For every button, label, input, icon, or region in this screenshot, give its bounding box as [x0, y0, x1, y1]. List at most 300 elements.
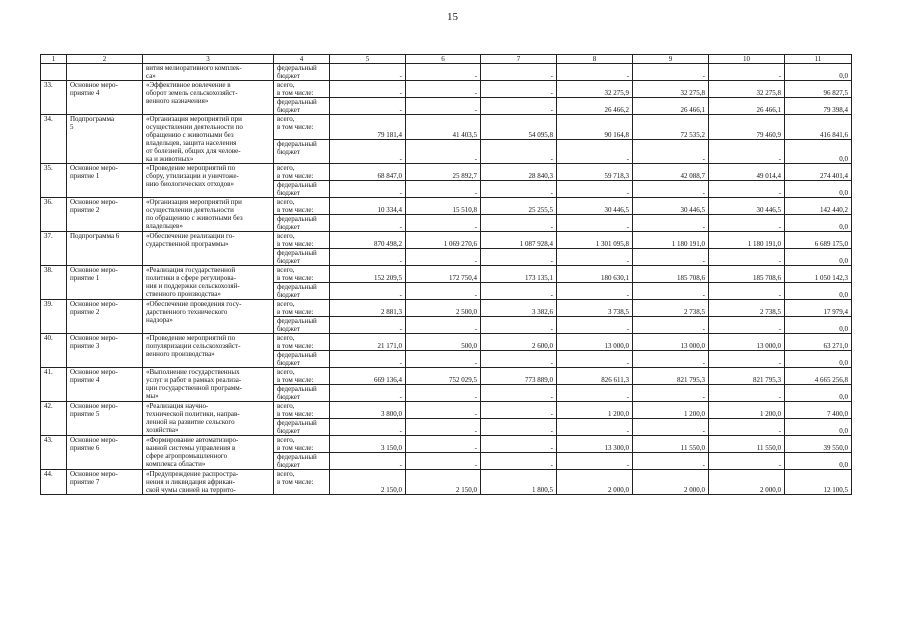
- total-value-cell: 416 841,6: [785, 115, 852, 140]
- row-name: «Выполнение государственных услуг и работ в рамках реализа- ции государственной программ- мы»: [146, 368, 243, 400]
- year-value-cell: 42 088,7: [633, 164, 709, 181]
- year-value-cell: -: [557, 419, 633, 436]
- year-value-cell: 1 800,5: [481, 470, 557, 495]
- funding-source: всего, в том числе:: [277, 470, 314, 486]
- row-name-cell: [143, 266, 274, 300]
- row-name: «Обеспечение реализации го- сударственной программы»: [146, 232, 235, 248]
- column-number-header: 8: [557, 55, 633, 64]
- funding-source-cell: [274, 368, 330, 385]
- year-value-cell: 90 164,8: [557, 115, 633, 140]
- row-name: «Организация мероприятий при осуществлении деятельности по обращению с животными без владельцев, защита населения от болезней, общих для челове- ка и животных»: [146, 115, 243, 163]
- year-value-cell: 1 180 191,0: [709, 232, 785, 249]
- year-value-cell: -: [481, 317, 557, 334]
- year-value-cell: -: [406, 181, 481, 198]
- funding-source: всего, в том числе:: [277, 300, 314, 316]
- year-value-cell: -: [330, 385, 406, 402]
- funding-source-cell: [274, 139, 330, 164]
- year-value-cell: -: [481, 64, 557, 81]
- funding-source-cell: [274, 351, 330, 368]
- year-value-cell: 32 275,8: [633, 81, 709, 98]
- row-index-cell: [41, 81, 67, 115]
- year-value-cell: -: [557, 351, 633, 368]
- year-value-cell: 3 800,0: [330, 402, 406, 419]
- year-value-cell: 11 550,0: [633, 436, 709, 453]
- row-type-cell: [67, 470, 143, 495]
- funding-source: федеральный бюджет: [277, 139, 317, 156]
- column-number-header: 9: [633, 55, 709, 64]
- row-index-cell: [41, 402, 67, 436]
- table-row: [41, 334, 852, 351]
- row-index: 36.: [44, 198, 53, 206]
- row-index: 38.: [44, 266, 53, 274]
- year-value-cell: 3 738,5: [557, 300, 633, 317]
- row-index-cell: [41, 115, 67, 164]
- year-value-cell: 185 708,6: [633, 266, 709, 283]
- row-type: Основное меро- приятие 4: [70, 81, 118, 97]
- total-value-cell: 79 398,4: [785, 98, 852, 115]
- year-value-cell: 68 847,0: [330, 164, 406, 181]
- year-value-cell: -: [709, 317, 785, 334]
- row-type: Основное меро- приятие 7: [70, 470, 118, 486]
- row-name: «Эффективное вовлечение в оборот земель сельскохозяйст- венного назначения»: [146, 81, 238, 105]
- row-index: 43.: [44, 436, 53, 444]
- year-value-cell: -: [406, 139, 481, 164]
- year-value-cell: -: [330, 453, 406, 470]
- year-value-cell: 30 446,5: [633, 198, 709, 215]
- year-value-cell: 3 150,0: [330, 436, 406, 453]
- row-name-cell: [143, 470, 274, 495]
- year-value-cell: -: [330, 98, 406, 115]
- table-row: [41, 232, 852, 249]
- funding-source-cell: [274, 81, 330, 98]
- funding-source-cell: [274, 453, 330, 470]
- year-value-cell: -: [709, 351, 785, 368]
- total-value-cell: 274 401,4: [785, 164, 852, 181]
- column-number-header: 6: [406, 55, 481, 64]
- row-type-cell: [67, 81, 143, 115]
- row-index: 41.: [44, 368, 53, 376]
- year-value-cell: 2 881,3: [330, 300, 406, 317]
- year-value-cell: 28 840,3: [481, 164, 557, 181]
- total-value-cell: 4 665 256,8: [785, 368, 852, 385]
- year-value-cell: 79 460,9: [709, 115, 785, 140]
- year-value-cell: -: [406, 402, 481, 419]
- row-name: вития мелиоративного комплек- са»: [146, 64, 242, 80]
- table-row: [41, 402, 852, 419]
- funding-source: всего, в том числе:: [277, 81, 314, 97]
- year-value-cell: -: [557, 64, 633, 81]
- table-row: [41, 81, 852, 98]
- row-type: Основное меро- приятие 2: [70, 198, 118, 214]
- year-value-cell: -: [406, 215, 481, 232]
- year-value-cell: -: [481, 283, 557, 300]
- year-value-cell: -: [406, 249, 481, 266]
- year-value-cell: 2 600,0: [481, 334, 557, 351]
- year-value-cell: 173 135,1: [481, 266, 557, 283]
- row-type: Основное меро- приятие 4: [70, 368, 118, 384]
- budget-table: [40, 54, 852, 495]
- row-index: 35.: [44, 164, 53, 172]
- row-name: «Формирование автоматизиро- ванной системы управления в сфере агропромышленного комплекса области»: [146, 436, 239, 468]
- year-value-cell: 1 180 191,0: [633, 232, 709, 249]
- funding-source-cell: [274, 334, 330, 351]
- row-type-cell: [67, 368, 143, 402]
- year-value-cell: 13 000,0: [557, 334, 633, 351]
- funding-source-cell: [274, 385, 330, 402]
- year-value-cell: 1 087 928,4: [481, 232, 557, 249]
- year-value-cell: -: [406, 98, 481, 115]
- row-type: Основное меро- приятие 1: [70, 266, 118, 282]
- total-value-cell: 142 440,2: [785, 198, 852, 215]
- year-value-cell: 2 000,0: [633, 470, 709, 495]
- row-index-cell: [41, 368, 67, 402]
- year-value-cell: 152 209,5: [330, 266, 406, 283]
- row-type: Основное меро- приятие 2: [70, 300, 118, 316]
- year-value-cell: 41 403,5: [406, 115, 481, 140]
- row-type: Основное меро- приятие 1: [70, 164, 118, 180]
- table-row: [41, 300, 852, 317]
- row-name: «Реализация государственной политики в сфере регулирова- ния и поддержки сельскохозяй- ственного производства»: [146, 266, 240, 298]
- row-index-cell: [41, 198, 67, 232]
- year-value-cell: 2 738,5: [633, 300, 709, 317]
- year-value-cell: 180 630,1: [557, 266, 633, 283]
- funding-source-cell: [274, 300, 330, 317]
- year-value-cell: 49 014,4: [709, 164, 785, 181]
- year-value-cell: -: [633, 64, 709, 81]
- year-value-cell: -: [557, 139, 633, 164]
- year-value-cell: -: [709, 453, 785, 470]
- row-type: Подпрограмма 5: [70, 115, 115, 131]
- year-value-cell: -: [557, 317, 633, 334]
- year-value-cell: 15 510,8: [406, 198, 481, 215]
- year-value-cell: -: [481, 385, 557, 402]
- year-value-cell: -: [481, 419, 557, 436]
- funding-source-cell: [274, 249, 330, 266]
- year-value-cell: 826 611,3: [557, 368, 633, 385]
- year-value-cell: -: [330, 64, 406, 81]
- row-name-cell: [143, 198, 274, 232]
- funding-source: всего, в том числе:: [277, 164, 314, 180]
- row-type-cell: [67, 115, 143, 164]
- total-value-cell: 0,0: [785, 453, 852, 470]
- total-value-cell: 0,0: [785, 317, 852, 334]
- total-value-cell: 0,0: [785, 385, 852, 402]
- year-value-cell: -: [709, 249, 785, 266]
- total-value-cell: 0,0: [785, 249, 852, 266]
- total-value-cell: 0,0: [785, 181, 852, 198]
- year-value-cell: 1 200,0: [557, 402, 633, 419]
- funding-source-cell: [274, 419, 330, 436]
- funding-source: всего, в том числе:: [277, 368, 314, 384]
- header-row: [41, 55, 852, 64]
- total-value-cell: 6 689 175,0: [785, 232, 852, 249]
- funding-source: федеральный бюджет: [277, 385, 317, 401]
- year-value-cell: -: [633, 215, 709, 232]
- year-value-cell: 13 000,0: [709, 334, 785, 351]
- column-number-header: 3: [143, 55, 274, 64]
- year-value-cell: 13 000,0: [633, 334, 709, 351]
- column-number-header: 10: [709, 55, 785, 64]
- row-index-cell: [41, 300, 67, 334]
- table-row: [41, 368, 852, 385]
- year-value-cell: -: [709, 283, 785, 300]
- row-index: 40.: [44, 334, 53, 342]
- year-value-cell: 59 718,3: [557, 164, 633, 181]
- row-name: «Проведение мероприятий по популяризации сельскохозяйст- венного производства»: [146, 334, 241, 358]
- funding-source: федеральный бюджет: [277, 215, 317, 231]
- total-value-cell: 63 271,0: [785, 334, 852, 351]
- year-value-cell: -: [481, 81, 557, 98]
- funding-source: всего, в том числе:: [277, 402, 314, 418]
- funding-source-cell: [274, 402, 330, 419]
- year-value-cell: 1 301 095,8: [557, 232, 633, 249]
- row-index-cell: [41, 232, 67, 266]
- row-type-cell: [67, 266, 143, 300]
- year-value-cell: -: [481, 453, 557, 470]
- total-value-cell: 17 979,4: [785, 300, 852, 317]
- row-index: 33.: [44, 81, 53, 89]
- year-value-cell: 21 171,0: [330, 334, 406, 351]
- year-value-cell: 79 181,4: [330, 115, 406, 140]
- year-value-cell: -: [406, 419, 481, 436]
- row-name-cell: [143, 64, 274, 81]
- row-type: Подпрограмма 6: [70, 232, 120, 240]
- year-value-cell: 26 466,2: [557, 98, 633, 115]
- year-value-cell: -: [406, 283, 481, 300]
- year-value-cell: 2 738,5: [709, 300, 785, 317]
- year-value-cell: 185 708,6: [709, 266, 785, 283]
- year-value-cell: 1 200,0: [633, 402, 709, 419]
- total-value-cell: 0,0: [785, 215, 852, 232]
- year-value-cell: -: [633, 453, 709, 470]
- row-index-cell: [41, 334, 67, 368]
- funding-source-cell: [274, 232, 330, 249]
- year-value-cell: -: [481, 249, 557, 266]
- year-value-cell: 30 446,5: [557, 198, 633, 215]
- year-value-cell: 54 095,8: [481, 115, 557, 140]
- total-value-cell: 0,0: [785, 64, 852, 81]
- year-value-cell: -: [557, 385, 633, 402]
- year-value-cell: -: [709, 215, 785, 232]
- funding-source: федеральный бюджет: [277, 98, 317, 114]
- year-value-cell: -: [557, 181, 633, 198]
- row-type-cell: [67, 232, 143, 266]
- table-row: [41, 164, 852, 181]
- year-value-cell: -: [481, 402, 557, 419]
- year-value-cell: 1 200,0: [709, 402, 785, 419]
- row-index-cell: [41, 436, 67, 470]
- column-number-header: 7: [481, 55, 557, 64]
- funding-source-cell: [274, 98, 330, 115]
- year-value-cell: -: [557, 215, 633, 232]
- funding-source-cell: [274, 317, 330, 334]
- row-name-cell: [143, 368, 274, 402]
- year-value-cell: 26 466,1: [709, 98, 785, 115]
- total-value-cell: 0,0: [785, 283, 852, 300]
- year-value-cell: 25 255,5: [481, 198, 557, 215]
- year-value-cell: -: [557, 283, 633, 300]
- page-number: 15: [447, 11, 458, 23]
- funding-source: всего, в том числе:: [277, 115, 314, 131]
- row-name-cell: [143, 164, 274, 198]
- year-value-cell: -: [633, 181, 709, 198]
- table-row: [41, 64, 852, 81]
- column-number-header: 5: [330, 55, 406, 64]
- row-type-cell: [67, 436, 143, 470]
- funding-source-cell: [274, 266, 330, 283]
- row-name-cell: [143, 436, 274, 470]
- funding-source: федеральный бюджет: [277, 351, 317, 367]
- year-value-cell: -: [481, 351, 557, 368]
- row-type: Основное меро- приятие 6: [70, 436, 118, 452]
- year-value-cell: -: [709, 139, 785, 164]
- year-value-cell: 752 029,5: [406, 368, 481, 385]
- year-value-cell: -: [330, 317, 406, 334]
- year-value-cell: 11 550,0: [709, 436, 785, 453]
- row-index-cell: [41, 266, 67, 300]
- total-value-cell: 0,0: [785, 351, 852, 368]
- funding-source: всего, в том числе:: [277, 266, 314, 282]
- year-value-cell: -: [709, 181, 785, 198]
- row-type-cell: [67, 64, 143, 81]
- year-value-cell: -: [406, 351, 481, 368]
- funding-source-cell: [274, 115, 330, 140]
- year-value-cell: -: [330, 81, 406, 98]
- year-value-cell: -: [633, 419, 709, 436]
- year-value-cell: 26 466,1: [633, 98, 709, 115]
- year-value-cell: -: [481, 139, 557, 164]
- year-value-cell: -: [633, 385, 709, 402]
- year-value-cell: -: [406, 385, 481, 402]
- year-value-cell: 10 334,4: [330, 198, 406, 215]
- funding-source-cell: [274, 164, 330, 181]
- year-value-cell: -: [330, 249, 406, 266]
- funding-source: федеральный бюджет: [277, 64, 317, 80]
- year-value-cell: 821 795,3: [633, 368, 709, 385]
- row-index: 37.: [44, 232, 53, 240]
- row-name-cell: [143, 402, 274, 436]
- year-value-cell: 25 892,7: [406, 164, 481, 181]
- total-value-cell: 0,0: [785, 419, 852, 436]
- year-value-cell: 2 500,0: [406, 300, 481, 317]
- column-number-header: 2: [67, 55, 143, 64]
- total-value-cell: 0,0: [785, 139, 852, 164]
- year-value-cell: 669 136,4: [330, 368, 406, 385]
- row-name-cell: [143, 300, 274, 334]
- row-index-cell: [41, 470, 67, 495]
- row-type: Основное меро- приятие 3: [70, 334, 118, 350]
- year-value-cell: 1 069 270,6: [406, 232, 481, 249]
- funding-source-cell: [274, 64, 330, 81]
- funding-source: федеральный бюджет: [277, 453, 317, 469]
- year-value-cell: -: [709, 385, 785, 402]
- funding-source: федеральный бюджет: [277, 317, 317, 333]
- funding-source: федеральный бюджет: [277, 181, 317, 197]
- total-value-cell: 96 827,5: [785, 81, 852, 98]
- row-type-cell: [67, 198, 143, 232]
- row-name: «Проведение мероприятий по сбору, утилизации и уничтоже- нию биологических отходов»: [146, 164, 239, 188]
- year-value-cell: -: [406, 81, 481, 98]
- row-type-cell: [67, 300, 143, 334]
- year-value-cell: -: [481, 436, 557, 453]
- year-value-cell: 2 150,0: [406, 470, 481, 495]
- funding-source: всего, в том числе:: [277, 232, 314, 248]
- year-value-cell: -: [709, 64, 785, 81]
- year-value-cell: 13 300,0: [557, 436, 633, 453]
- total-value-cell: 1 050 142,3: [785, 266, 852, 283]
- year-value-cell: -: [330, 419, 406, 436]
- table-row: [41, 470, 852, 495]
- year-value-cell: -: [330, 181, 406, 198]
- row-index-cell: [41, 64, 67, 81]
- year-value-cell: 2 000,0: [709, 470, 785, 495]
- year-value-cell: 870 498,2: [330, 232, 406, 249]
- table-row: [41, 436, 852, 453]
- row-type: Основное меро- приятие 5: [70, 402, 118, 418]
- column-number-header: 11: [785, 55, 852, 64]
- table-row: [41, 266, 852, 283]
- column-number-header: 1: [41, 55, 67, 64]
- year-value-cell: -: [557, 249, 633, 266]
- year-value-cell: -: [330, 139, 406, 164]
- funding-source: всего, в том числе:: [277, 198, 314, 214]
- row-name: «Реализация научно- технической политики, направ- ленной на развитие сельского хозяйства»: [146, 402, 240, 434]
- row-type-cell: [67, 334, 143, 368]
- funding-source-cell: [274, 283, 330, 300]
- year-value-cell: -: [406, 453, 481, 470]
- year-value-cell: 2 000,0: [557, 470, 633, 495]
- row-name: «Организация мероприятий при осуществлении деятельности по обращению с животными без владельцев»: [146, 198, 243, 230]
- year-value-cell: -: [330, 283, 406, 300]
- funding-source: всего, в том числе:: [277, 334, 314, 350]
- year-value-cell: 2 150,0: [330, 470, 406, 495]
- table-row: [41, 198, 852, 215]
- year-value-cell: -: [481, 215, 557, 232]
- year-value-cell: 3 382,6: [481, 300, 557, 317]
- row-index: 42.: [44, 402, 53, 410]
- year-value-cell: 32 275,9: [557, 81, 633, 98]
- year-value-cell: 500,0: [406, 334, 481, 351]
- year-value-cell: -: [709, 419, 785, 436]
- year-value-cell: 30 446,5: [709, 198, 785, 215]
- year-value-cell: -: [633, 317, 709, 334]
- funding-source: всего, в том числе:: [277, 436, 314, 452]
- funding-source-cell: [274, 181, 330, 198]
- row-name-cell: [143, 232, 274, 266]
- row-name-cell: [143, 115, 274, 164]
- funding-source: федеральный бюджет: [277, 249, 317, 265]
- year-value-cell: -: [633, 283, 709, 300]
- year-value-cell: -: [633, 139, 709, 164]
- funding-source-cell: [274, 470, 330, 495]
- year-value-cell: 773 889,0: [481, 368, 557, 385]
- year-value-cell: -: [633, 351, 709, 368]
- year-value-cell: -: [633, 249, 709, 266]
- year-value-cell: -: [406, 64, 481, 81]
- year-value-cell: -: [330, 351, 406, 368]
- funding-source-cell: [274, 436, 330, 453]
- row-name-cell: [143, 334, 274, 368]
- total-value-cell: 7 400,0: [785, 402, 852, 419]
- funding-source: федеральный бюджет: [277, 419, 317, 435]
- column-number-header: 4: [274, 55, 330, 64]
- funding-source-cell: [274, 215, 330, 232]
- year-value-cell: -: [330, 215, 406, 232]
- year-value-cell: 32 275,8: [709, 81, 785, 98]
- funding-source: федеральный бюджет: [277, 283, 317, 299]
- row-type-cell: [67, 164, 143, 198]
- row-index: 44.: [44, 470, 53, 478]
